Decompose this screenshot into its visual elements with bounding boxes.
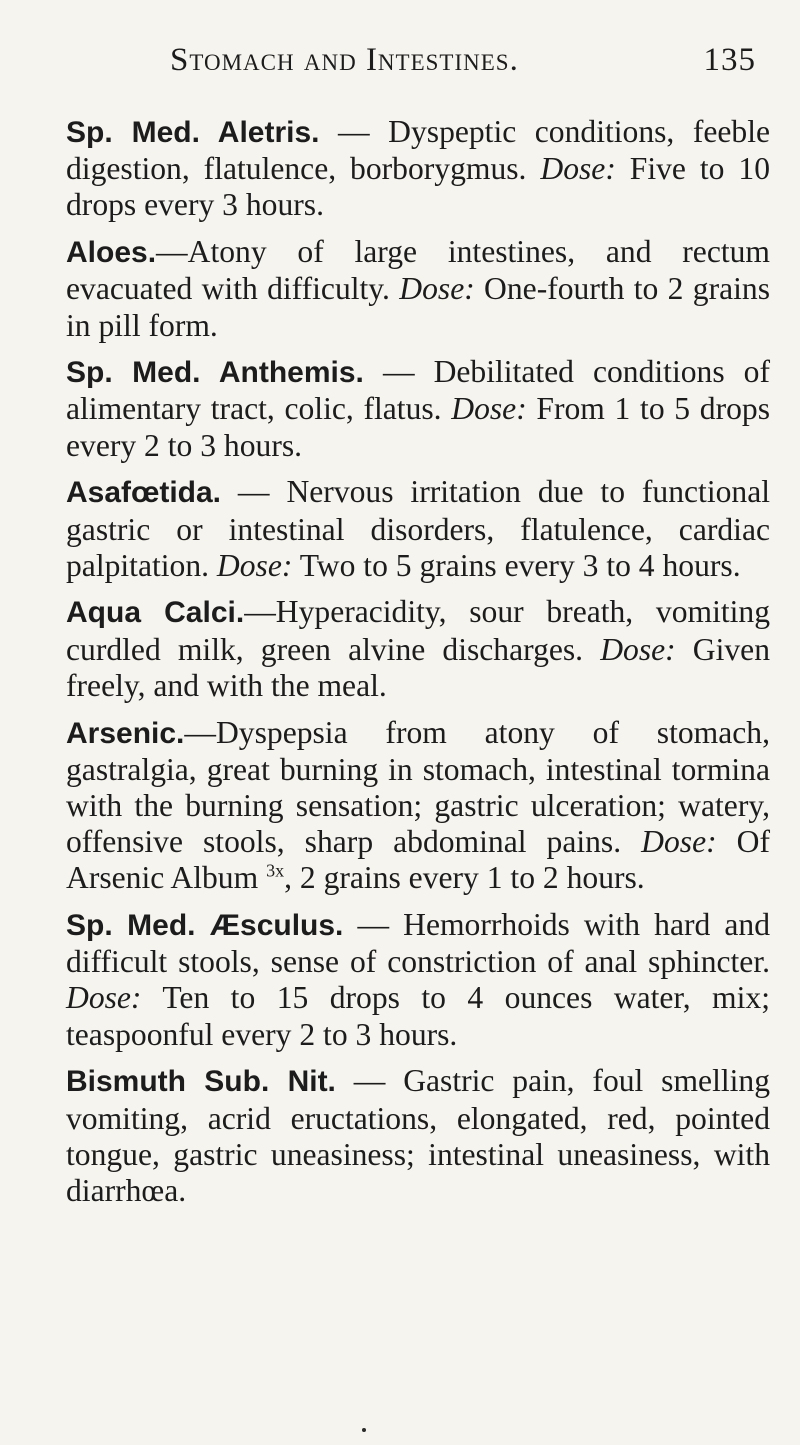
dose-label: Dose:	[216, 547, 293, 583]
entry-separator: —	[244, 594, 276, 630]
dose-label: Dose:	[451, 391, 527, 427]
entry-name: Sp. Med. Æsculus.	[66, 909, 344, 943]
entry-name: Aqua Calci.	[66, 596, 245, 630]
book-page	[0, 42, 800, 1445]
entry-separator: —	[156, 234, 188, 270]
entry-bismuth	[66, 1063, 770, 1209]
entry-anthemis	[66, 354, 770, 464]
entry-name: Arsenic.	[66, 716, 185, 750]
dose-label: Dose:	[66, 980, 142, 1016]
entry-text: Nervous irritation due to functional gastric or intestinal disorders, flatulence, cardiac palpitation.	[66, 474, 771, 583]
dose-text: Given freely, and with the meal.	[66, 631, 770, 703]
dose-label: Dose:	[600, 631, 676, 667]
dose-text: Of Arsenic Album	[66, 824, 770, 896]
ink-speck	[362, 1428, 366, 1432]
dose-text: Two to 5 grains every 3 to 4 hours.	[292, 547, 741, 583]
entry-name: Sp. Med. Aletris.	[66, 116, 320, 149]
entry-text: Hemorrhoids with hard and difficult stools, sense of constriction of anal sphincter.	[66, 907, 770, 980]
entry-name: Bismuth Sub. Nit.	[66, 1065, 336, 1099]
dose-text: One-fourth to 2 grains in pill form.	[66, 271, 770, 343]
entry-separator: —	[335, 1063, 404, 1099]
dose-text: From 1 to 5 drops every 2 to 3 hours.	[66, 391, 770, 463]
entry-name: Sp. Med. Anthemis.	[66, 356, 364, 390]
entry-aloes	[66, 234, 770, 344]
entry-text: Debilitated conditions of alimentary tract, colic, flatus.	[66, 354, 770, 427]
entry-text: Dyspeptic conditions, feeble digestion, flatulence, borborygmus.	[66, 114, 770, 187]
entry-text: Hyperacidity, sour breath, vomiting curdled milk, green alvine discharges.	[66, 594, 771, 667]
entry-text: Gastric pain, foul smelling vomiting, acrid eructations, elongated, red, pointed tongue, gastric uneasiness; intestinal uneasiness, with diarrhœa.	[66, 1063, 770, 1208]
entry-name: Aloes.	[66, 236, 157, 270]
entry-aesculus	[66, 907, 770, 1053]
chapter-title: Stomach and Intestines.	[170, 42, 519, 78]
dose-text: Five to 10 drops every 3 hours.	[66, 151, 770, 223]
entry-name: Asafœtida.	[66, 476, 222, 510]
dose-text: Ten to 15 drops to 4 ounces water, mix; teaspoonful every 2 to 3 hours.	[66, 980, 770, 1052]
entry-text: Atony of large intestines, and rectum evacuated with difficulty.	[66, 234, 770, 307]
entry-separator: —	[184, 714, 216, 750]
entry-aletris	[66, 114, 770, 224]
entry-separator: —	[221, 474, 287, 510]
potency-superscript: 3x	[266, 860, 285, 881]
dose-label: Dose:	[641, 824, 717, 860]
entry-asafoetida	[66, 474, 770, 584]
page-number: 135	[703, 42, 756, 78]
running-header	[66, 42, 770, 106]
entry-aqua-calci	[66, 594, 770, 704]
entry-separator: —	[319, 114, 389, 149]
dose-label: Dose:	[399, 271, 475, 307]
dose-text-after: , 2 grains every 1 to 2 hours.	[284, 860, 645, 896]
entry-text: Dyspepsia from atony of stomach, gastralgia, great burning in stomach, intestinal tormina with the burning sensation; gastric ulceration; watery, offensive stools, sharp abdominal pains.	[66, 714, 770, 860]
entry-arsenic	[66, 715, 770, 897]
dose-label: Dose:	[540, 151, 616, 187]
entry-separator: —	[343, 907, 404, 943]
entry-separator: —	[363, 354, 434, 390]
